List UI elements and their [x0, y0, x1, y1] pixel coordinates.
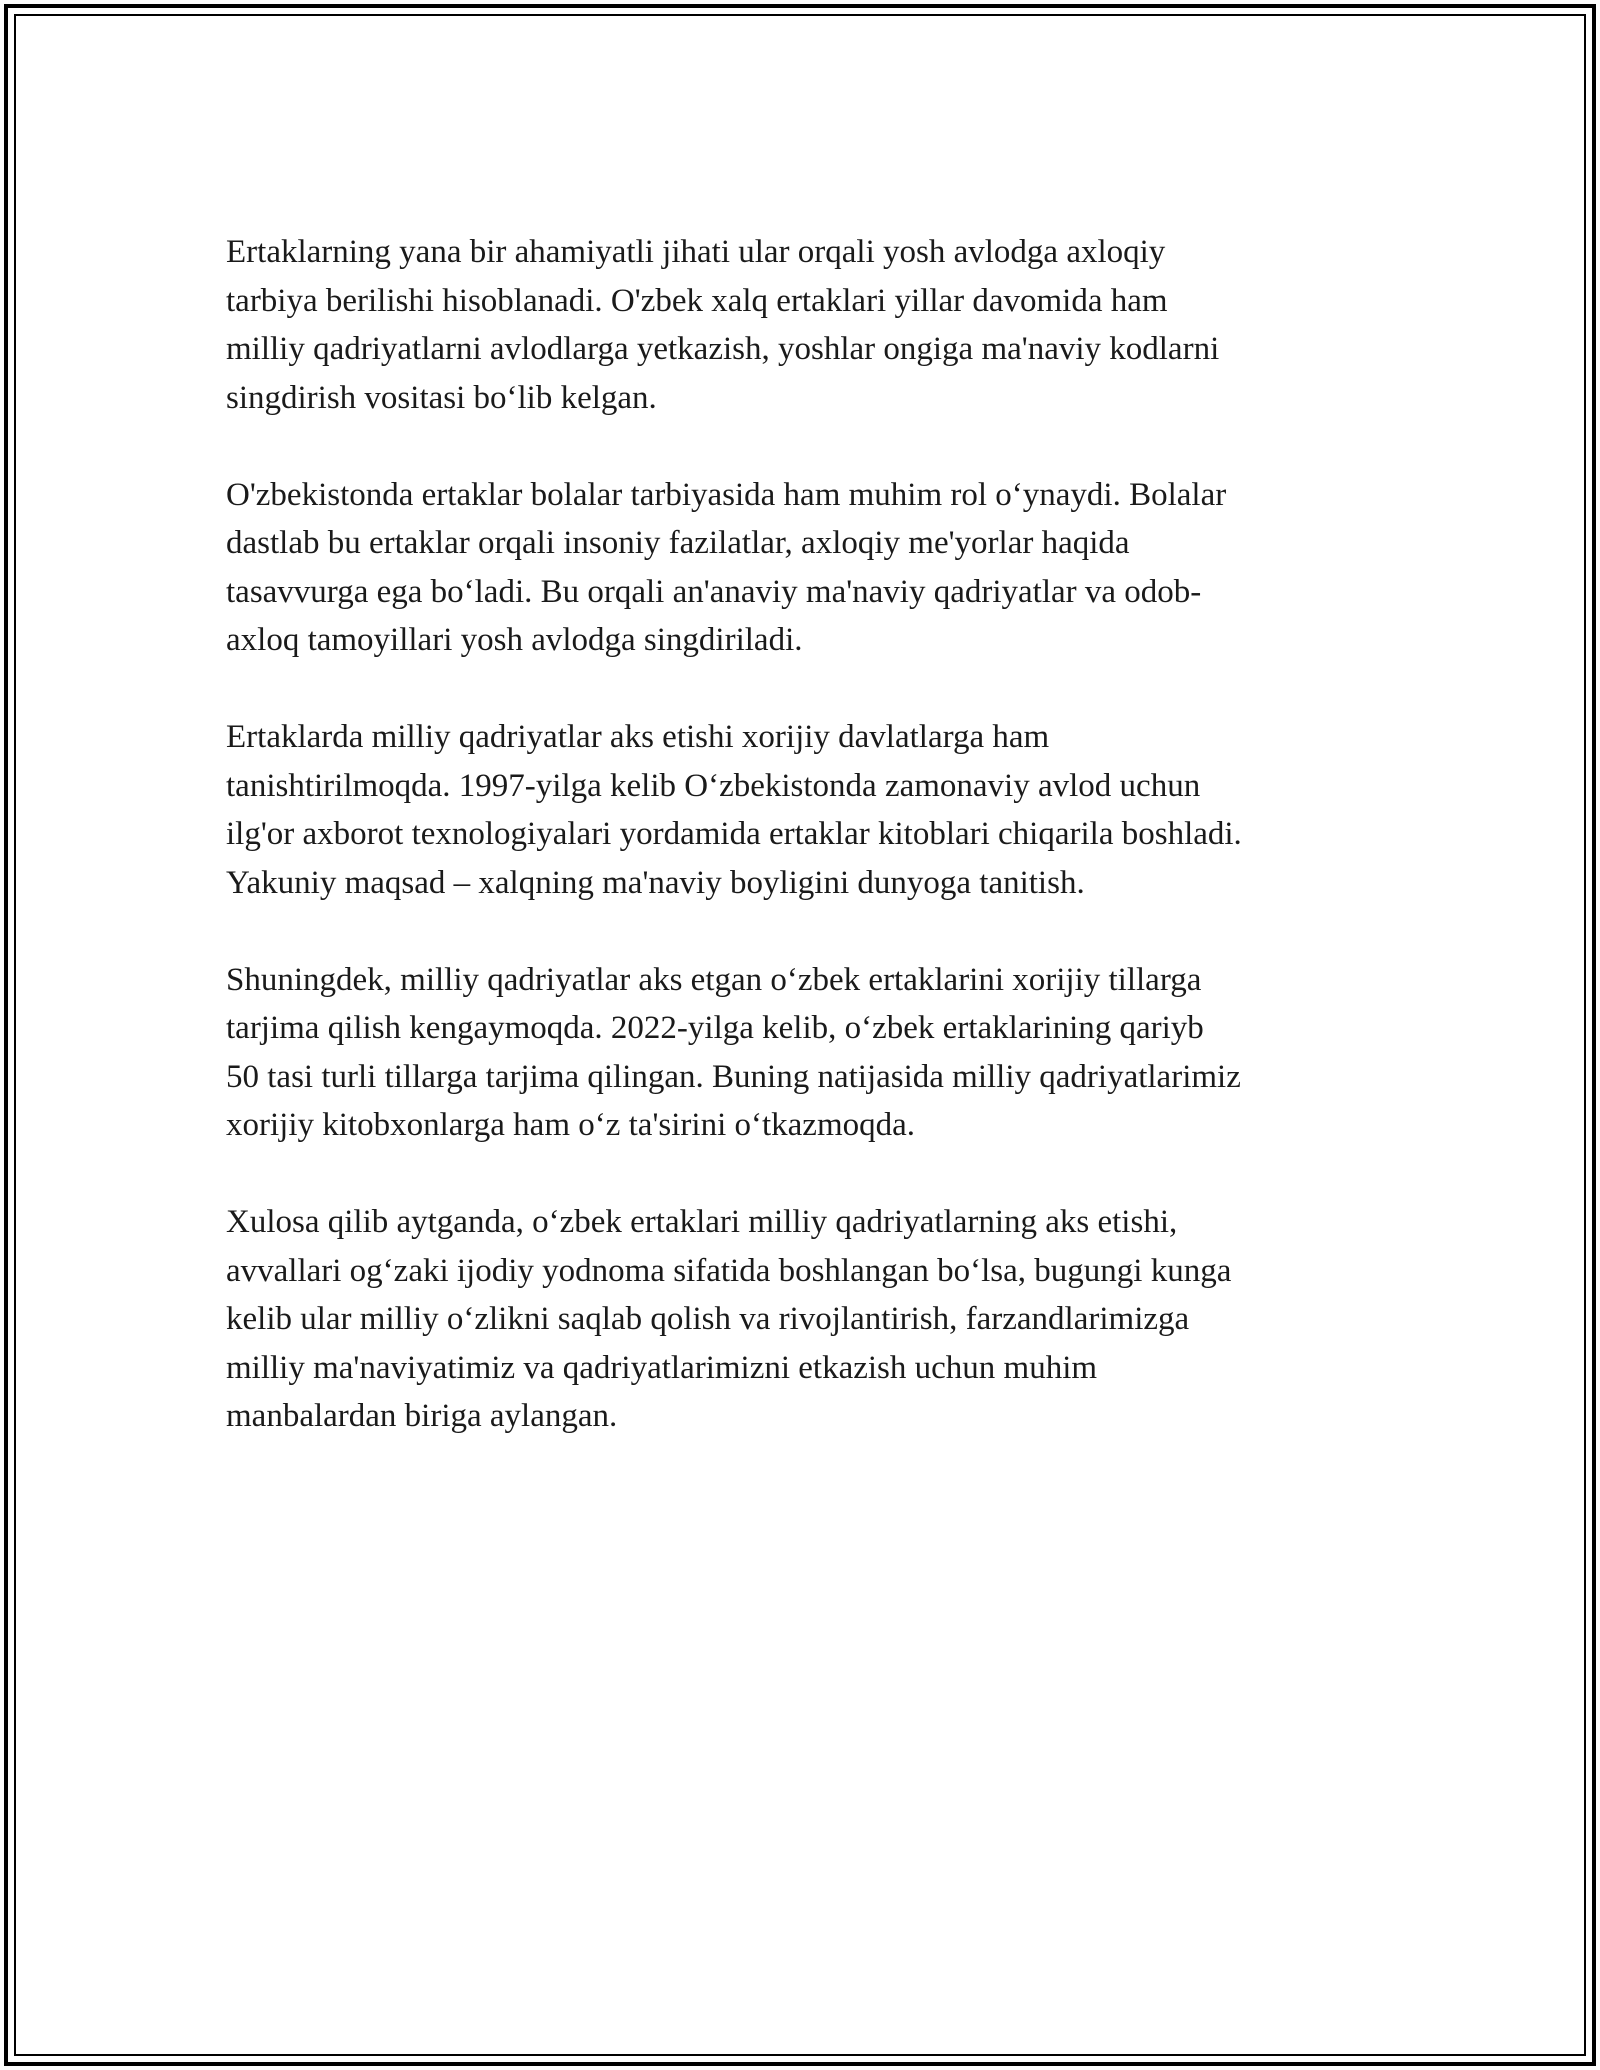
text-line: tanishtirilmoqda. 1997-yilga kelib Oʻzbekistonda zamonaviy avlod uchun — [226, 767, 1201, 804]
text-line: milliy ma'naviyatimiz va qadriyatlarimizni etkazish uchun muhim — [226, 1349, 1098, 1386]
text-line: 50 tasi turli tillarga tarjima qilingan. Buning natijasida milliy qadriyatlarimiz — [226, 1058, 1241, 1095]
text-line: Yakuniy maqsad – xalqning ma'naviy boyligini dunyoga tanitish. — [226, 864, 1085, 901]
text-line: xorijiy kitobxonlarga ham oʻz ta'sirini oʻtkazmoqda. — [226, 1107, 916, 1143]
text-line: avvallari ogʻzaki ijodiy yodnoma sifatida boshlangan boʻlsa, bugungi kunga — [226, 1252, 1232, 1289]
text-line: milliy qadriyatlarni avlodlarga yetkazish, yoshlar ongiga ma'naviy kodlarni — [226, 331, 1220, 367]
text-line: Ertaklarning yana bir ahamiyatli jihati ular orqali yosh avlodga axloqiy — [226, 234, 1166, 270]
text-line: manbalardan biriga aylangan. — [226, 1398, 618, 1434]
paragraph-3 — [226, 713, 1376, 907]
paragraph-4 — [226, 956, 1376, 1150]
text-line: singdirish vositasi boʻlib kelgan. — [226, 379, 657, 416]
text-line: Ertaklarda milliy qadriyatlar aks etishi xorijiy davlatlarga ham — [226, 719, 1050, 755]
text-line: kelib ular milliy oʻzlikni saqlab qolish va rivojlantirish, farzandlarimizga — [226, 1301, 1190, 1337]
text-line: tasavvurga ega boʻladi. Bu orqali an'anaviy ma'naviy qadriyatlar va odob- — [226, 573, 1202, 610]
text-line: tarbiya berilishi hisoblanadi. O'zbek xalq ertaklari yillar davomida ham — [226, 282, 1168, 319]
paragraph-2 — [226, 471, 1376, 665]
document-body — [226, 228, 1376, 1489]
text-line: Xulosa qilib aytganda, oʻzbek ertaklari milliy qadriyatlarning aks etishi, — [226, 1204, 1178, 1240]
text-line: ilg'or axborot texnologiyalari yordamida ertaklar kitoblari chiqarila boshladi. — [226, 816, 1242, 852]
paragraph-1 — [226, 228, 1376, 422]
text-line: axloq tamoyillari yosh avlodga singdiriladi. — [226, 622, 803, 658]
paragraph-5 — [226, 1198, 1376, 1441]
text-line: dastlab bu ertaklar orqali insoniy fazilatlar, axloqiy me'yorlar haqida — [226, 525, 1130, 561]
text-line: tarjima qilish kengaymoqda. 2022-yilga kelib, oʻzbek ertaklarining qariyb — [226, 1010, 1204, 1046]
text-line: O'zbekistonda ertaklar bolalar tarbiyasida ham muhim rol oʻynaydi. Bolalar — [226, 476, 1227, 513]
text-line: Shuningdek, milliy qadriyatlar aks etgan oʻzbek ertaklarini xorijiy tillarga — [226, 961, 1202, 998]
